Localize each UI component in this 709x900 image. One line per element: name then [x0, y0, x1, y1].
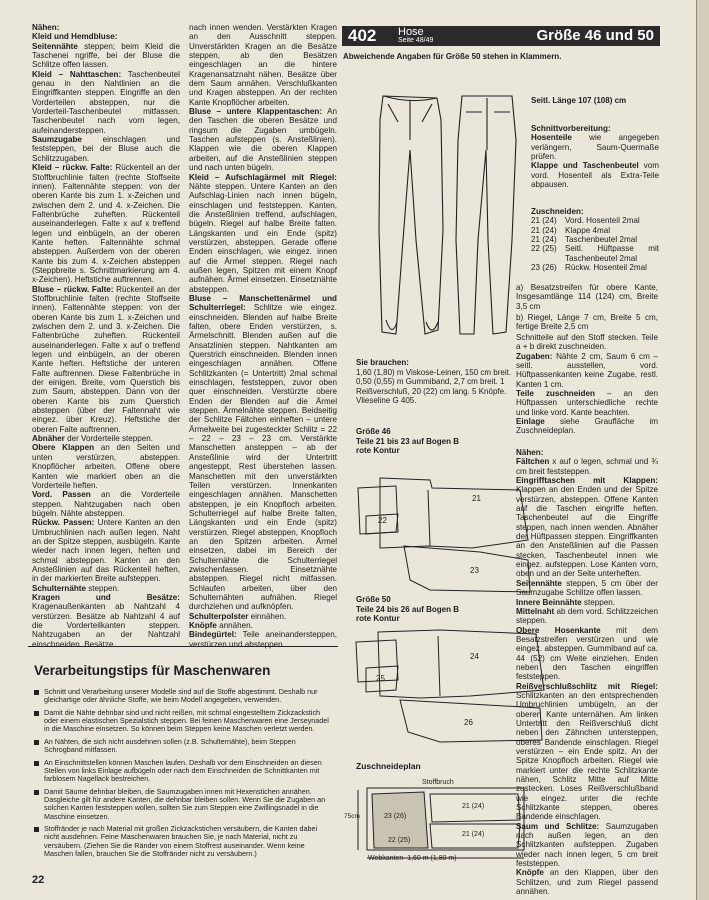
paragraph-heading: Saum und Schlitze:	[516, 821, 600, 831]
paragraph-heading: Obere Klappen	[32, 443, 95, 453]
size-46-pieces: Teile 21 bis 23 auf Bogen B	[356, 436, 459, 446]
paragraph-text: steppen.	[85, 583, 120, 593]
cut-piece-3: 22 (25)	[388, 837, 411, 844]
paragraph-text: einschlagen und feststeppen, bei der Bluse auch die Schlitzzugaben.	[32, 135, 180, 163]
cut-row-number: 21 (24)	[531, 235, 557, 245]
paragraph-heading: Saumzugabe	[32, 135, 82, 145]
materials-text: 1,60 (1,80) m Viskose-Leinen, 150 cm breit. 0,50 (0,55) m Gummiband, 2,7 cm breit. 1 Reißverschluß, 20 (22) cm lang. 5 Knöpfe. Vlieseline G 405.	[356, 367, 512, 405]
cut-row-desc: Seitl. Hüftpasse mit Taschenbeutel 2mal	[565, 244, 659, 263]
cut-row-number: 22 (25)	[531, 244, 557, 254]
paragraph-heading: Kleid – Aufschlagärmel mit Riegel:	[189, 172, 337, 182]
cutting-plan-title: Zuschneideplan	[356, 761, 421, 771]
paragraph-text: Taschenbeutel genau in den Nahtlinien an die Eingriffkanten steppen. Eingriffe an den Vorderteilen absteppen, nur die Vorderteil-Taschenbeutel mitfassen. Taschenbeutel nach vorn legen, aufeinandersteppen.	[32, 69, 180, 135]
paragraph-text: Schlitze wie eingez. einschneiden. Blenden auf halbe Breite falten, obere Enden verstürzen, s. Ärmelschnitt. Blenden außen auf die Ansatzlinien steppen. Nahtkanten am Querstrich einschneiden. Blenden innen eingeschlagen annähen. Offene Schlitzkanten (= Untertritt) 2mal schmal einschlagen, feststeppen, zuvor oben quer einschneiden. Verstürzte obere Enden der Blenden auf die Ärmel steppen. Ärmelnähte steppen. Beidseitig der Schlitze Fältchen einheften – untere Ärmelweite bei zugesteckter Schlitz = 22 – 22 – 23 – 23 cm. Verstärkte Manschetten ansteppen – ab der Ansteßlinie wird der Untertritt angesteppt, Rest überstehen lassen. Manschetten mit den unverstärkten Teilen verstürzen. Innenkanten eingeschlagen annähen. Manschetten absteppen, je ein Knopfloch arbeiten. Schulterriegel auf halbe Breite falten, Längskanten und ein Ende (spitz) verstürzen. Riegel absteppen, Knopfloch an den Spitzen arbeiten. Ärmel einsetzen, dabei im Bereich der Schulternähte die Schulterriegel zwischenfassen. Einsetznähte absteppen. Riegel nicht mitfassen. Schlaufen arbeiten, über den Schulternähten aufnähen. Riegel durchziehen und aufknöpfen.	[189, 303, 337, 612]
cut-piece-1: 23 (26)	[384, 813, 407, 820]
paragraph-text: Saumzugaben nach außen legen, an den Schlitzkanten aufsteppen. Zugaben wieder nach innen legen, 5 cm breit feststeppen.	[516, 821, 658, 869]
paragraph	[516, 448, 658, 457]
paragraph-heading: Zugaben:	[516, 351, 553, 361]
paragraph-text: Schlitzkanten an den entsprechenden Umbruchlinien umbügeln, an der oberen Kante unternähen. Am linken Untertritt den Reißverschluß dicht neben den Zähnchen untersteppen, oberes Bandende einschlagen. Riegel verstürzen – ein Ende spitz. An der Spitze Knopfloch arbeiten. Riegel wie markiert unter die rechte Schlitzkante nähen, Schlitz Mitte auf Mitte zustecken. Loses Reißverschlußband wie eingez. unter die rechte Schlitzkante steppen, oberes Bandende einschlagen.	[516, 690, 658, 822]
trousers-front-drawing	[379, 96, 443, 334]
paragraph-text: an die Vorderteile steppen. Nahtzugaben nach oben bügeln. Nähte absteppen.	[32, 490, 180, 518]
size-note: Abweichende Angaben für Größe 50 stehen in Klammern.	[343, 52, 562, 61]
cut-row-desc: Taschenbeutel 2mal	[565, 235, 637, 245]
paragraph-heading: Kleid – Nahttaschen:	[32, 69, 122, 79]
paragraph-heading: Hosenteile	[531, 133, 572, 143]
trousers-back-drawing	[456, 96, 516, 334]
paragraph-heading: Mittelnaht	[516, 606, 555, 616]
cut-row-number: 23 (26)	[531, 263, 557, 273]
fabric-length: 1,60 m (1,80 m)	[407, 855, 457, 862]
size-title: Größe 46 und 50	[536, 27, 654, 44]
paragraph-heading: Obere Hosenkante	[516, 625, 601, 635]
pattern-preparation	[531, 124, 659, 189]
paragraph-heading: Fältchen	[516, 457, 550, 467]
paragraph-heading: Kleid – rückw. Falte:	[32, 163, 113, 173]
selvage-label: Webkanten	[368, 855, 404, 862]
cut-row	[531, 216, 659, 225]
materials-block	[356, 358, 514, 406]
paragraph	[531, 161, 659, 189]
tip-item: Damit Säume dehnbar bleiben, die Saumzugaben innen mit Hexenstichen annähen. Dasgleiche gilt für andere Kanten, die dehnbar bleiben sollen. Wenn Sie die Zugaben an solchen Kanten feststeppen wollen, sollten Sie zum Steppen eine Zwillingsnadel in die Maschine einsetzen.	[34, 788, 334, 821]
size-50-title: Größe 50	[356, 595, 391, 604]
paragraph-text: Klappen an den Enden und der Spitze verstürzen, absteppen. Offene Kanten auf die Taschen eingriffe heften. Taschenbeutel auf die Eingriffe steppen, nach innen wenden. Abnäher der Hüftpassen steppen. Eingriffkanten an den Ansteßlinien auf die Passen stecken, Taschenbeutel innen wie eingez. aufsteppen. Lose Kanten vorn, oben und an der Seite unterheften.	[516, 485, 658, 579]
paragraph	[516, 457, 658, 476]
cut-title: Zuschneiden:	[531, 207, 584, 216]
paragraph-text: – an den Hüftpassen unterschiedliche rechte und linke vord. Kante beachten.	[516, 389, 658, 417]
cut-piece-2: 21 (24)	[462, 803, 485, 810]
side-measure: 75cm	[344, 813, 360, 820]
paragraph	[516, 476, 658, 579]
paragraph	[516, 682, 658, 822]
piece-label-25: 25	[376, 674, 385, 683]
size-46-caption	[356, 427, 459, 456]
paragraph-heading: Seitennähte	[32, 41, 78, 51]
paragraph-heading: Rückw. Passen:	[32, 518, 95, 528]
tip-item: Stoffränder je nach Material mit großen Zickzackstichen versäubern, die Kanten dabei nicht ausdehnen. Feine Maschenwaren brauchen Sie, je nach Material, nicht zu versäubern. (Ziehen Sie die Ränder von einem Stoffrest auseinander. Wenn keine Maschen fallen, brauchen Sie die Stoffränder nicht zu versäubern.)	[34, 825, 334, 858]
piece-label-21: 21	[472, 494, 481, 503]
paragraph-text: ab dem vord. Schlitzzeichen steppen.	[516, 606, 658, 626]
tip-item: An Einschnittstellen können Maschen laufen. Deshalb vor dem Einschneiden an diesen Stellen von links Einlage aufbügeln oder nach dem Einschneiden die Schnittkanten mit farblosem Nagellack bestreichen.	[34, 759, 334, 784]
paragraph-text: Untere Kanten an den Umbruchlinien nach außen legen. Naht an der Spitze steppen, ausbügeln. Kante wieder nach innen legen, heften und schmal absteppen. Kanten an den Ansteßlinien auf das Rückenteil heften, in der markierten Breite aufsteppen.	[32, 518, 180, 584]
paragraph-heading: Bluse – Manschettenärmel und Schulterriegel:	[189, 293, 337, 313]
extra-piece: a) Besatzstreifen für obere Kante, Insgesamtlänge 114 (124) cm, Breite 3,5 cm	[516, 283, 658, 311]
paragraph-heading: Einlage	[516, 417, 545, 427]
tip-item: Schnitt und Verarbeitung unserer Modelle sind auf die Stoffe abgestimmt. Deshalb nur gleichartige oder ähnliche Stoffe, wie beim Modell angegeben, verwenden.	[34, 688, 334, 705]
tip-item: An Nähten, die sich nicht ausdehnen sollen (z.B. Schulternähte), beim Steppen Schrogband mitfassen.	[34, 738, 334, 755]
cut-row-number: 21 (24)	[531, 216, 557, 226]
cutting-list	[531, 207, 659, 272]
fold-label: Stoffbruch	[422, 779, 454, 786]
tips-box	[28, 646, 338, 885]
page-reference: Seite 48/49	[398, 37, 434, 44]
paragraph-text: steppen; beim Kleid die Taschenei ngriffe, bei der Bluse die Schlitze offen lassen.	[32, 41, 180, 70]
paragraph-heading: Seitennähte	[516, 578, 562, 588]
tips-title: Verarbeitungstips für Maschenwaren	[34, 663, 271, 678]
paragraph	[516, 868, 658, 896]
model-number: 402	[348, 26, 377, 45]
paragraph-heading: Reißverschlußschlitz mit Riegel:	[516, 681, 658, 691]
cut-row-desc: Klappe 4mal	[565, 225, 610, 235]
paragraph-heading: Knöpfe	[516, 868, 544, 878]
size-46-title: Größe 46	[356, 427, 391, 436]
fabric-width-label	[368, 854, 457, 864]
paragraph-text: der Vorderteile steppen.	[64, 434, 154, 444]
paragraph-text: Rückenteil an der Stoffbruchlinie falten (rechte Stoffseite innen). Faltennähte steppen: von der oberen Kante bis zum 1. x-Zeichen und zwischen dem 2. und 4. x-Zeichen. Die Faltenbrüche zuheften. Rückenteil auseinanderlegen. Falte x auf x treffend legen und einbügeln, an der oberen Kante heften. Faltennähte schmal absteppen. Außerdem von der oberen Kante bis zum 4. x-Zeichen absteppen (Steppbreite s. Schnittmarkierung am 4. x-Zeichen). Heftstiche auftrennen.	[32, 163, 180, 285]
side-length: Seitl. Länge 107 (108) cm	[531, 96, 627, 105]
cut-row	[531, 226, 659, 235]
paragraph-heading: Schulterpolster	[189, 611, 249, 621]
size-50-pieces: Teile 24 bis 26 auf Bogen B	[356, 604, 459, 614]
paragraph-heading: Schulternähte	[32, 583, 86, 593]
piece-label-26: 26	[464, 718, 473, 727]
paragraph-heading: Klappe und Taschenbeutel	[531, 161, 639, 171]
paragraph-text: steppen, 5 cm über der Saumzugabe Schlitze offen lassen.	[516, 578, 658, 598]
paragraph-text: An den Taschen die oberen Besätze und ringsum die Zugaben umbügeln. Taschen aufsteppen (s. Ansteßlinien). Klappen wie die oberen Klappen arbeiten, auf die Ansteßlinien steppen und nach unten bügeln.	[189, 107, 337, 173]
size-50-contour: rote Kontur	[356, 614, 400, 623]
paragraph	[516, 607, 658, 626]
paragraph-heading: Nähen:	[516, 448, 544, 457]
paragraph-text: Schnitteile auf den Stoff stecken. Teile a + b direkt zuschneiden.	[516, 333, 658, 352]
cut-row	[531, 244, 659, 263]
size-50-caption	[356, 595, 459, 624]
paragraph-text: Kragenaußenkanten ab Nahtzahl 4 verstürzen. Besätze ab Nahtzahl 4 auf die Vorderteilkanten steppen. Nahtzugaben an der Nahtzahl einschneiden. Besätze	[32, 602, 180, 649]
cut-row	[531, 263, 659, 272]
prep-title: Schnittvorbereitung:	[531, 124, 611, 133]
paragraph-heading: Knöpfe	[189, 621, 217, 630]
piece-label-24: 24	[470, 652, 479, 661]
cut-row-desc: Rückw. Hosenteil 2mal	[565, 263, 647, 273]
paragraph-heading: Kragen und Besätze:	[32, 592, 180, 602]
paragraph	[531, 133, 659, 161]
size-46-contour: rote Kontur	[356, 446, 400, 455]
paragraph	[516, 333, 658, 352]
size-46-pattern-pieces	[358, 478, 530, 592]
paragraph	[516, 417, 658, 436]
extra-piece: b) Riegel, Länge 7 cm, Breite 5 cm, fertige Breite 2,5 cm	[516, 313, 658, 332]
paragraph-text: annähen.	[216, 621, 253, 630]
paragraph-text: steppen.	[581, 597, 615, 607]
paragraph	[516, 352, 658, 389]
paragraph-text: nach innen wenden. Verstärkten Kragen an den Ausschnitt steppen. Unverstärkten Kragen an die Besätze steppen, ab den Besätzen eingeschlagen an die hintere Kragenansatznaht nähen. Besätze über dem Saum annähen. Verschlußkanten und Kragen absteppen. An der rechten Kante Knopflöcher arbeiten.	[189, 23, 337, 107]
paragraph-text: Rückenteil an der Stoffbruchlinie falten (rechte Stoffseite innen). Faltennähte steppen: von der oberen Kante bis zum 1. x-Zeichen und zwischen dem 2. und 3. x-Zeichen. Die Faltenbrüche zuheften. Rückenteil auseinanderlegen. Falte x auf o treffend legen und einbügeln, an der oberen Kante heften. Heftstiche der unteren Falte auftrennen. Diese Faltenbrüche in der einigen. Breite, vom Querstich bis zum Saum, absteppen. Dann von der oberen Kante bis zum Querstich absteppen (über der Faltennaht wie eingez. über Kreuz). Heftstiche der oberen Falte auftrennen.	[32, 284, 180, 434]
paragraph	[516, 822, 658, 869]
cut-piece-4: 21 (24)	[462, 831, 485, 838]
paragraph-text: an den Klappen, über den Schlitzen, und zum Riegel passend annähen.	[516, 868, 658, 897]
paragraph-text: Nähte steppen. Untere Kanten an den Aufschlag-Linien nach innen bügeln, einschlagen und feststeppen. Kanten, die Ansteßlinien treffend, aufschlagen, bügeln. Riegel auf halbe Breite falten. Längskanten und ein Ende (spitz) verstürzen, absteppen. Gerade offene Enden einschlagen, wie eingez. innen auf die Ärmel steppen. Riegel nach außen legen, Spitzen mit einem Knopf aufnähen. Ärmel einsetzen. Einsetznähte absteppen.	[189, 181, 337, 294]
paragraph-text: wie angegeben verlängern, Saum-Quermaße prüfen.	[531, 133, 659, 162]
page-number: 22	[32, 874, 45, 886]
cutting-notes	[516, 333, 658, 436]
cutting-plan-diagram	[358, 788, 524, 858]
cut-row-number: 21 (24)	[531, 225, 557, 235]
paragraph-heading: Eingrifftaschen mit Klappen:	[516, 476, 658, 486]
paragraph-text: an den Seiten und unten verstürzen, absteppen. Knopflöcher arbeiten. Offene obere Kanten wie markiert oben an die Vorderteile heften.	[32, 443, 180, 490]
materials-title: Sie brauchen:	[356, 358, 409, 367]
sewing-instructions	[516, 448, 658, 897]
paragraph-heading: Abnäher	[32, 434, 65, 444]
paragraph	[516, 579, 658, 598]
paragraph-text: x auf o legen, schmal und ¾ cm breit feststeppen.	[516, 457, 658, 476]
paragraph	[516, 626, 658, 682]
paragraph-heading: Kleid und Hemdbluse:	[32, 32, 118, 42]
piece-label-23: 23	[470, 566, 479, 575]
tip-item: Damit die Nähte dehnbar sind und nicht reißen, mit schmal eingestelltem Zickzackstich oder einem elastischen Spezialstich steppen. Bei feinen Maschenwaren eine Jerseynadel in die Maschine einsetzen. So können beim Steppen keine Maschen verletzt werden.	[34, 709, 334, 734]
cut-row	[531, 235, 659, 244]
paragraph-heading: Bluse – untere Klappentaschen:	[189, 107, 323, 117]
cut-row-desc: Vord. Hosenteil 2mal	[565, 216, 640, 226]
paragraph-text: Nähte 2 cm, Saum 6 cm – seitl. ausstellen, vord. Hüftpassenkanten keine Zugabe, restl. Kanten 1 cm.	[516, 351, 658, 389]
paragraph-heading: Bluse – rückw. Falte:	[32, 284, 114, 294]
paragraph-heading: Bindegürtel:	[189, 630, 237, 640]
garment-name: Hose	[398, 26, 424, 38]
piece-label-22: 22	[378, 516, 387, 525]
paragraph-text: Teile aneinandersteppen, verstürzen und absteppen.	[189, 630, 337, 649]
paragraph-heading: Vord. Passen	[32, 490, 91, 500]
paragraph-heading: Nähen:	[32, 23, 60, 32]
paragraph	[516, 389, 658, 417]
paragraph-heading: Teile zuschneiden	[516, 389, 595, 399]
tips-list	[34, 688, 334, 862]
paragraph-text: vom vord. Hosenteil als Extra-Teile abpausen.	[531, 161, 659, 190]
paragraph-text: mit dem Besatzstreifen verstürzen und wie eingez. absteppen. Gummiband auf ca. 44 (52) cm Weite einziehen. Enden neben den Taschen eingriffen feststeppen.	[516, 625, 658, 682]
paragraph-text: siehe Graufläche im Zuschneideplan.	[516, 417, 658, 436]
paragraph-heading: Innere Beinnähte	[516, 597, 582, 607]
paragraph	[516, 598, 658, 607]
extra-pieces	[516, 283, 658, 334]
paragraph-text: einnähen.	[248, 611, 287, 621]
